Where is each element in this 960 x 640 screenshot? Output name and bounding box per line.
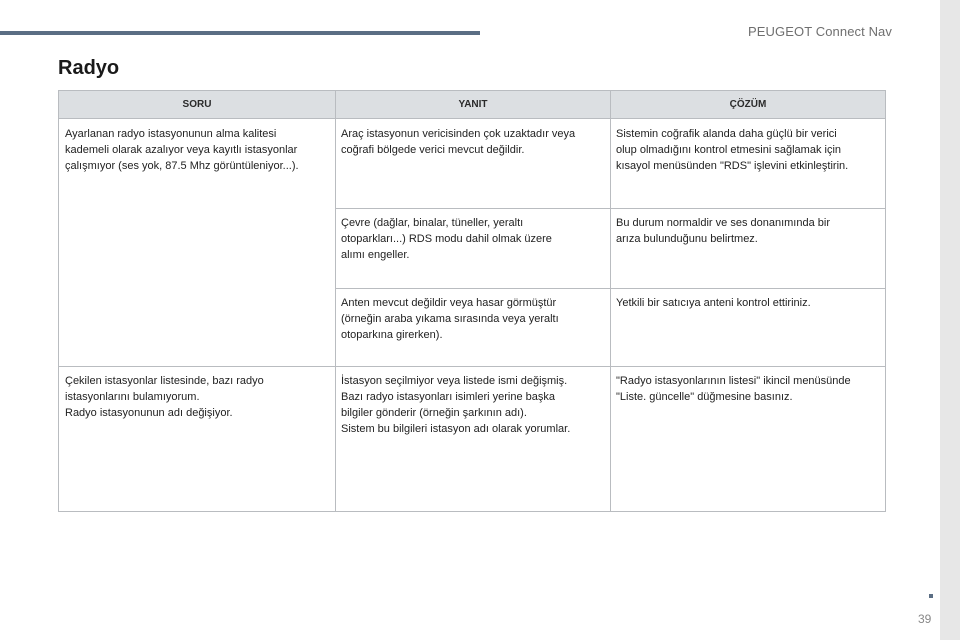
troubleshooting-table xyxy=(58,90,886,512)
solution-cell: Bu durum normaldir ve ses donanımında bir arıza bulunduğunu belirtmez. xyxy=(616,217,830,245)
solution-cell: Sistemin coğrafik alanda daha güçlü bir verici olup olmadığını kontrol etmesini sağlamak için kısayol menüsünden "RDS" işlevini etkinleştirin. xyxy=(616,128,849,172)
header-rule xyxy=(0,31,480,35)
section-title: Radyo xyxy=(58,57,120,79)
manual-title: PEUGEOT Connect Nav xyxy=(748,24,892,39)
page-number: 39 xyxy=(918,612,932,626)
answer-cell: Anten mevcut değildir veya hasar görmüştür (örneğin araba yıkama sırasında veya yeraltı otoparkına girerken). xyxy=(341,297,559,341)
answer-cell: Çevre (dağlar, binalar, tüneller, yeraltı otoparkları...) RDS modu dahil olmak üzere alımı engeller. xyxy=(341,217,552,261)
answer-cell: İstasyon seçilmiyor veya listede ismi değişmiş. Bazı radyo istasyonları isimleri yerine başka bilgiler gönderir (örneğin şarkının adı). Sistem bu bilgileri istasyon adı olarak yorumlar. xyxy=(341,375,571,435)
question-cell: Çekilen istasyonlar listesinde, bazı radyo istasyonlarını bulamıyorum. Radyo istasyonunun adı değişiyor. xyxy=(65,375,264,419)
column-header-answer: YANIT xyxy=(335,91,610,119)
question-cell: Ayarlanan radyo istasyonunun alma kalitesi kademeli olarak azalıyor veya kayıtlı istasyonlar çalışmıyor (ses yok, 87.5 Mhz görüntüleniyor...). xyxy=(65,128,299,172)
solution-cell: "Radyo istasyonlarının listesi" ikincil menüsünde "Liste. güncelle" düğmesine basınız. xyxy=(616,375,851,403)
page-marker xyxy=(929,594,933,598)
column-header-question: SORU xyxy=(59,91,335,119)
page-edge-band xyxy=(940,0,960,640)
column-header-solution: ÇÖZÜM xyxy=(610,91,885,119)
solution-cell: Yetkili bir satıcıya anteni kontrol ettiriniz. xyxy=(616,297,811,309)
answer-cell: Araç istasyonun vericisinden çok uzaktadır veya coğrafi bölgede verici mevcut değildir. xyxy=(341,128,576,156)
